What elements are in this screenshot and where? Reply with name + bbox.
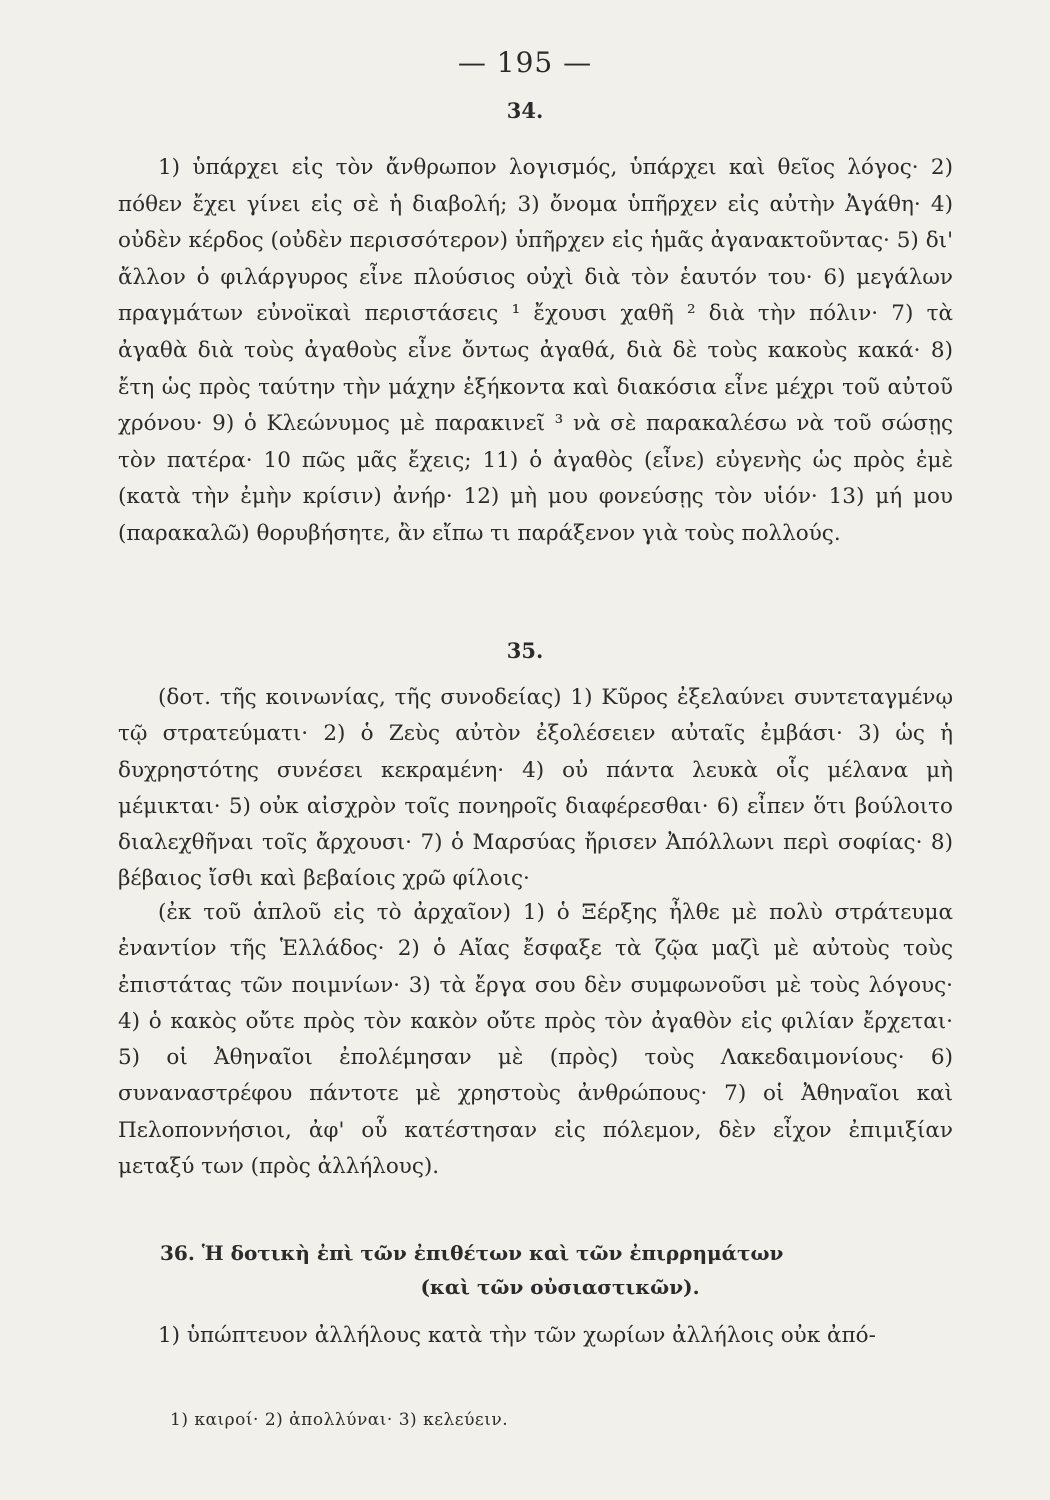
section-35-paragraph-dative: (δοτ. τῆς κοινωνίας, τῆς συνοδείας) 1) Κῦρος ἐξελαύνει συντεταγμένῳ τῷ στρατεύματι· 2) ὁ Ζεὺς αὐτὸν ἐξολέσειεν αὐταῖς ἐμβάσι· 3) ὡς ἡ δυχρηστότης συνέσει κεκραμένη· 4) οὐ πάντα λευκὰ οἷς μέλανα μὴ μέμικται· 5) οὐκ αἰσχρὸν τοῖς πονηροῖς διαφέρεσθαι· 6) εἶπεν ὅτι βούλοιτο διαλεχθῆναι τοῖς ἄρχουσι· 7) ὁ Μαρσύας ἤρισεν Ἀπόλλωνι περὶ σοφίας· 8) βέβαιος ἴσθι καὶ βεβαίοις χρῶ φίλοις·	[118, 685, 953, 892]
section-34-body	[118, 150, 953, 553]
page-number: — 195 —	[457, 46, 593, 79]
section-36-body	[118, 1318, 953, 1354]
section-heading-34: 34.	[506, 98, 544, 123]
section-34-paragraph: 1) ὑπάρχει εἰς τὸν ἄνθρωπον λογισμός, ὑπάρχει καὶ θεῖος λόγος· 2) πόθεν ἔχει γίνει εἰς σὲ ἡ διαβολή; 3) ὄνομα ὑπῆρχεν εἰς αὐτὴν Ἀγάθη· 4) οὐδὲν κέρδος (οὐδὲν περισσότερον) ὑπῆρχεν εἰς ἡμᾶς ἀγανακτοῦντας· 5) δι' ἄλλον ὁ φιλάργυρος εἶνε πλούσιος οὐχὶ διὰ τὸν ἑαυτόν του· 6) μεγάλων πραγμάτων εὐνοϊκαὶ περιστάσεις ¹ ἔχουσι χαθῆ ² διὰ τὴν πόλιν· 7) τὰ ἀγαθὰ διὰ τοὺς ἀγαθοὺς εἶνε ὄντως ἀγαθά, διὰ δὲ τοὺς κακοὺς κακά· 8) ἔτη ὡς πρὸς ταύτην τὴν μάχην ἑξήκοντα καὶ διακόσια εἶνε μέχρι τοῦ αὐτοῦ χρόνου· 9) ὁ Κλεώνυμος μὲ παρακινεῖ ³ νὰ σὲ παρακαλέσω νὰ τοῦ σώσῃς τὸν πατέρα· 10 πῶς μᾶς ἔχεις; 11) ὁ ἀγαθὸς (εἶνε) εὐγενὴς ὡς πρὸς ἐμὲ (κατὰ τὴν ἐμὴν κρίσιν) ἀνήρ· 12) μὴ μου φονεύσῃς τὸν υἱόν· 13) μή μου (παρακαλῶ) θορυβήσητε, ἂν εἴπω τι παράξενον γιὰ τοὺς πολλούς.	[118, 155, 953, 546]
section-36-paragraph: 1) ὑπώπτευον ἀλλήλους κατὰ τὴν τῶν χωρίων ἀλλήλοις οὐκ ἀπό-	[158, 1323, 876, 1348]
footnote: 1) καιροί· 2) ἀπολλύναι· 3) κελεύειν.	[170, 1410, 509, 1430]
section-35-body-translation	[118, 895, 953, 1185]
section-heading-36	[160, 1236, 960, 1304]
section-heading-36-line1: 36. Ἡ δοτικὴ ἐπὶ τῶν ἐπιθέτων καὶ τῶν ἐπιρρημάτων	[160, 1241, 784, 1265]
section-35-paragraph-translation: (ἐκ τοῦ ἁπλοῦ εἰς τὸ ἀρχαῖον) 1) ὁ Ξέρξης ἦλθε μὲ πολὺ στράτευμα ἐναντίον τῆς Ἑλλάδος· 2) ὁ Αἴας ἔσφαξε τὰ ζῷα μαζὶ μὲ αὐτοὺς τοὺς ἐπιστάτας τῶν ποιμνίων· 3) τὰ ἔργα σου δὲν συμφωνοῦσι μὲ τοὺς λόγους· 4) ὁ κακὸς οὔτε πρὸς τὸν κακὸν οὔτε πρὸς τὸν ἀγαθὸν εἰς φιλίαν ἔρχεται· 5) οἱ Ἀθηναῖοι ἐπολέμησαν μὲ (πρὸς) τοὺς Λακεδαιμονίους· 6) συναναστρέφου πάντοτε μὲ χρηστοὺς ἀνθρώπους· 7) οἱ Ἀθηναῖοι καὶ Πελοποννήσιοι, ἀφ' οὗ κατέστησαν εἰς πόλεμον, δὲν εἶχον ἐπιμιξίαν μεταξύ των (πρὸς ἀλλήλους).	[118, 900, 953, 1180]
section-35-body	[118, 680, 953, 898]
section-heading-36-line2: (καὶ τῶν οὐσιαστικῶν).	[420, 1275, 700, 1299]
section-heading-35: 35.	[506, 638, 544, 663]
